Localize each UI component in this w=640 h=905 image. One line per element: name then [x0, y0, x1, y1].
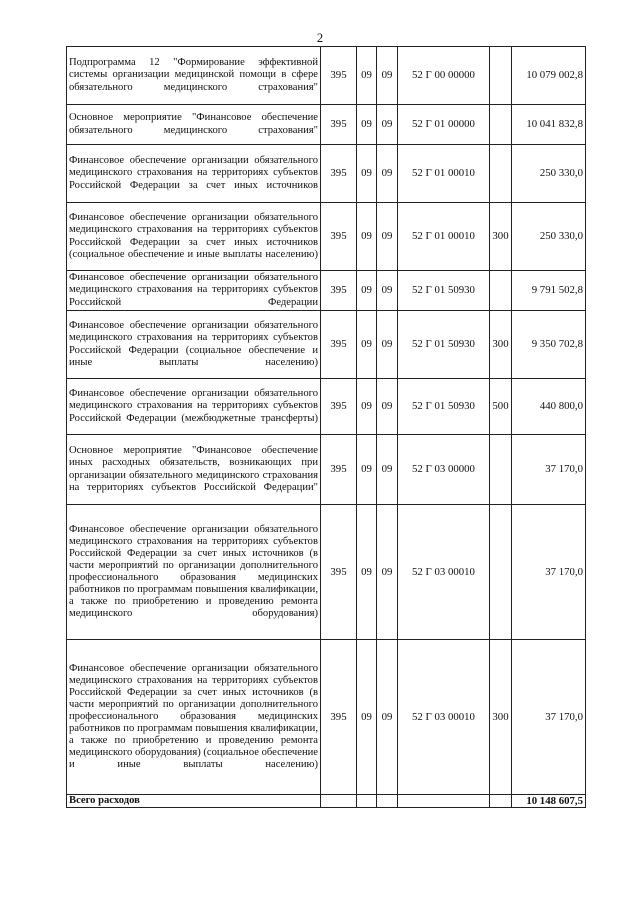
cell-gr: 395 — [321, 379, 357, 435]
item-name: Финансовое обеспечение организации обязательного медицинского страхования на территориях субъектов Российской Федерации (социальное обеспечение и иные выплаты населению) — [67, 311, 321, 379]
cell-rz: 09 — [357, 145, 377, 203]
cell-amount: 250 330,0 — [512, 145, 586, 203]
cell-gr: 395 — [321, 203, 357, 271]
item-name: Основное мероприятие "Финансовое обеспечение обязательного медицинского страхования" — [67, 105, 321, 145]
cell-rz: 09 — [357, 47, 377, 105]
cell-amount: 37 170,0 — [512, 505, 586, 640]
cell-gr: 395 — [321, 505, 357, 640]
table-row — [67, 311, 586, 379]
cell-csr: 52 Г 03 00010 — [398, 640, 490, 795]
cell-csr: 52 Г 01 50930 — [398, 311, 490, 379]
cell-gr: 395 — [321, 311, 357, 379]
cell-vr — [490, 505, 512, 640]
cell-rz: 09 — [357, 105, 377, 145]
cell-pr: 09 — [377, 105, 398, 145]
cell-vr: 300 — [490, 203, 512, 271]
cell-rz — [357, 795, 377, 808]
cell-amount: 440 800,0 — [512, 379, 586, 435]
budget-table-body — [67, 47, 586, 808]
cell-pr: 09 — [377, 271, 398, 311]
table-row — [67, 47, 586, 105]
cell-pr: 09 — [377, 203, 398, 271]
cell-gr: 395 — [321, 640, 357, 795]
cell-vr: 300 — [490, 311, 512, 379]
cell-vr — [490, 795, 512, 808]
total-amount: 10 148 607,5 — [512, 795, 586, 808]
cell-vr — [490, 145, 512, 203]
cell-vr — [490, 47, 512, 105]
cell-vr — [490, 435, 512, 505]
item-name: Подпрограмма 12 "Формирование эффективной системы организации медицинской помощи в сфере обязательного медицинского страхования" — [67, 47, 321, 105]
page-number: 2 — [316, 31, 324, 45]
cell-pr: 09 — [377, 47, 398, 105]
table-row — [67, 271, 586, 311]
cell-csr: 52 Г 01 00010 — [398, 145, 490, 203]
table-row — [67, 379, 586, 435]
table-row — [67, 505, 586, 640]
table-row — [67, 145, 586, 203]
table-row — [67, 435, 586, 505]
item-name: Финансовое обеспечение организации обязательного медицинского страхования на территориях субъектов Российской Федерации за счет иных источников (в части мероприятий по организации дополнительного профессионального образования медицинских работников по программам повышения квалификации, а также по приобретению и проведению ремонта медицинского оборудования) (социальное обеспечение и иные выплаты населению) — [67, 640, 321, 795]
table-row — [67, 640, 586, 795]
budget-table — [66, 46, 586, 808]
cell-pr: 09 — [377, 640, 398, 795]
cell-pr: 09 — [377, 505, 398, 640]
cell-csr — [398, 795, 490, 808]
cell-gr: 395 — [321, 145, 357, 203]
cell-gr: 395 — [321, 271, 357, 311]
cell-pr: 09 — [377, 435, 398, 505]
cell-csr: 52 Г 01 50930 — [398, 379, 490, 435]
item-name: Финансовое обеспечение организации обязательного медицинского страхования на территориях субъектов Российской Федерации за счет иных источников — [67, 145, 321, 203]
item-name: Финансовое обеспечение организации обязательного медицинского страхования на территориях субъектов Российской Федерации за счет иных источников (в части мероприятий по организации дополнительного профессионального образования медицинских работников по программам повышения квалификации, а также по приобретению и проведению ремонта медицинского оборудования) — [67, 505, 321, 640]
cell-amount: 37 170,0 — [512, 640, 586, 795]
cell-csr: 52 Г 03 00010 — [398, 505, 490, 640]
table-row — [67, 203, 586, 271]
cell-amount: 10 041 832,8 — [512, 105, 586, 145]
cell-csr: 52 Г 01 00000 — [398, 105, 490, 145]
cell-gr: 395 — [321, 435, 357, 505]
cell-amount: 10 079 002,8 — [512, 47, 586, 105]
item-name: Основное мероприятие "Финансовое обеспечение иных расходных обязательств, возникающих при организации обязательного медицинского страхования на территориях субъектов Российской Федерации" — [67, 435, 321, 505]
cell-rz: 09 — [357, 505, 377, 640]
cell-rz: 09 — [357, 271, 377, 311]
cell-csr: 52 Г 00 00000 — [398, 47, 490, 105]
cell-rz: 09 — [357, 640, 377, 795]
cell-csr: 52 Г 01 00010 — [398, 203, 490, 271]
cell-amount: 37 170,0 — [512, 435, 586, 505]
cell-csr: 52 Г 03 00000 — [398, 435, 490, 505]
item-name: Финансовое обеспечение организации обязательного медицинского страхования на территориях субъектов Российской Федерации (межбюджетные трансферты) — [67, 379, 321, 435]
cell-rz: 09 — [357, 311, 377, 379]
table-row — [67, 105, 586, 145]
total-label: Всего расходов — [67, 795, 321, 808]
cell-gr: 395 — [321, 47, 357, 105]
cell-csr: 52 Г 01 50930 — [398, 271, 490, 311]
cell-gr — [321, 795, 357, 808]
cell-amount: 9 350 702,8 — [512, 311, 586, 379]
cell-pr — [377, 795, 398, 808]
cell-vr — [490, 105, 512, 145]
cell-rz: 09 — [357, 435, 377, 505]
item-name: Финансовое обеспечение организации обязательного медицинского страхования на территориях субъектов Российской Федерации за счет иных источников (социальное обеспечение и иные выплаты населению) — [67, 203, 321, 271]
cell-gr: 395 — [321, 105, 357, 145]
cell-rz: 09 — [357, 203, 377, 271]
cell-vr: 500 — [490, 379, 512, 435]
cell-vr: 300 — [490, 640, 512, 795]
cell-vr — [490, 271, 512, 311]
cell-pr: 09 — [377, 379, 398, 435]
cell-amount: 9 791 502,8 — [512, 271, 586, 311]
cell-pr: 09 — [377, 145, 398, 203]
item-name: Финансовое обеспечение организации обязательного медицинского страхования на территориях субъектов Российской Федерации — [67, 271, 321, 311]
cell-rz: 09 — [357, 379, 377, 435]
total-row — [67, 795, 586, 808]
cell-pr: 09 — [377, 311, 398, 379]
cell-amount: 250 330,0 — [512, 203, 586, 271]
